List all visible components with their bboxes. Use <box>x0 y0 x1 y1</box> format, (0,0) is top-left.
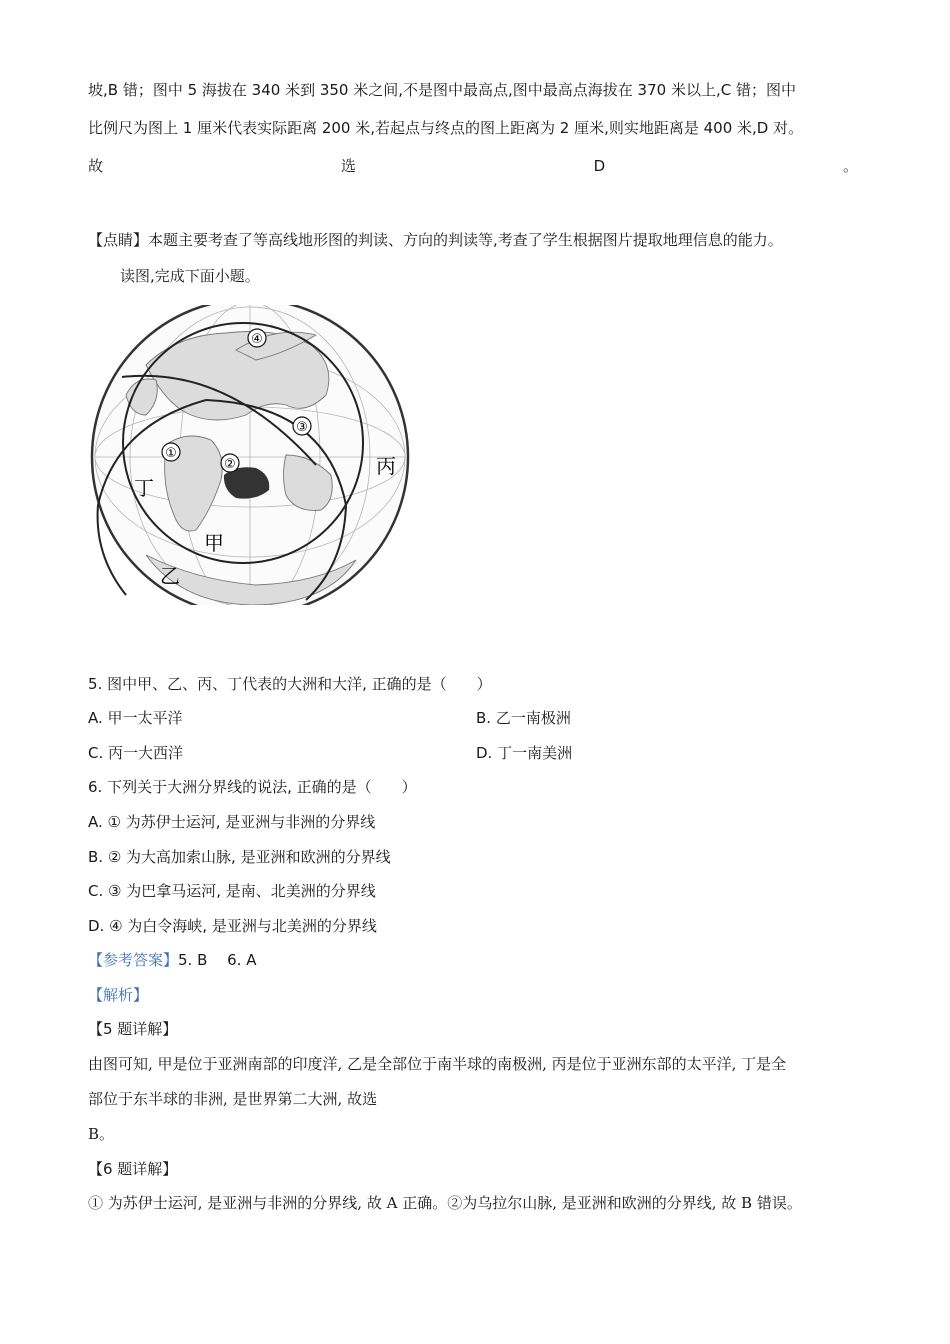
svg-text:②: ② <box>224 457 236 472</box>
line3-char-1: 故 <box>88 157 104 175</box>
q6-option-b: B. ② 为大高加索山脉, 是亚洲和欧洲的分界线 <box>88 848 391 866</box>
q5-option-a: A. 甲一太平洋 <box>88 709 183 727</box>
q6-stem: 6. 下列关于大洲分界线的说法, 正确的是（ ） <box>88 778 417 796</box>
label-bing: 丙 <box>376 454 396 478</box>
detail-6-line-1: ① 为苏伊士运河, 是亚洲与非洲的分界线, 故 A 正确。②为乌拉尔山脉, 是亚洲和欧洲的分界线, 故 B 错误。 <box>88 1194 802 1212</box>
label-jia: 甲 <box>204 531 224 555</box>
svg-text:④: ④ <box>251 332 263 347</box>
text-line-2: 比例尺为图上 1 厘米代表实际距离 200 米,若起点与终点的图上距离为 2 厘米,则实地距离是 400 米,D 对。 <box>88 119 804 137</box>
dianjing-note: 【点睛】本题主要考查了等高线地形图的判读、方向的判读等,考查了学生根据图片提取地理信息的能力。 <box>88 231 783 249</box>
text-line-1: 坡,B 错；图中 5 海拔在 340 米到 350 米之间,不是图中最高点,图中最高点海拔在 370 米以上,C 错；图中 <box>88 81 796 99</box>
answer-text: 5. B 6. A <box>178 951 257 969</box>
q5-stem: 5. 图中甲、乙、丙、丁代表的大洲和大洋, 正确的是（ ） <box>88 675 492 693</box>
q6-option-d: D. ④ 为白令海峡, 是亚洲与北美洲的分界线 <box>88 917 377 935</box>
marker-4 <box>248 329 266 347</box>
detail-5-line-1: 由图可知, 甲是位于亚洲南部的印度洋, 乙是全部位于南半球的南极洲, 丙是位于亚洲东部的太平洋, 丁是全 <box>88 1055 787 1073</box>
text-line-3 <box>88 156 858 176</box>
answer-label: 【参考答案】 <box>88 951 179 969</box>
svg-text:③: ③ <box>296 420 308 435</box>
line3-char-4: 。 <box>842 157 858 175</box>
svg-text:①: ① <box>165 446 177 461</box>
line3-char-3: D <box>593 157 606 175</box>
label-yi: 乙 <box>160 564 180 588</box>
q5-option-b: B. 乙一南极洲 <box>476 709 571 727</box>
marker-2 <box>221 454 239 472</box>
q5-option-d: D. 丁一南美洲 <box>476 744 573 762</box>
detail-6-title: 【6 题详解】 <box>88 1160 178 1178</box>
analysis-label: 【解析】 <box>88 986 149 1004</box>
q6-option-a: A. ① 为苏伊士运河, 是亚洲与非洲的分界线 <box>88 813 376 831</box>
detail-5-title: 【5 题详解】 <box>88 1020 178 1038</box>
line3-char-2: 选 <box>340 157 356 175</box>
instruction-text: 读图,完成下面小题。 <box>120 267 260 285</box>
label-ding: 丁 <box>134 476 154 500</box>
world-map-figure <box>86 305 416 605</box>
detail-5-line-2: 部位于东半球的非洲, 是世界第二大洲, 故选 <box>88 1090 378 1108</box>
detail-5-line-3: B。 <box>88 1125 115 1143</box>
marker-3 <box>293 417 311 435</box>
marker-1 <box>162 443 180 461</box>
q5-option-c: C. 丙一大西洋 <box>88 744 184 762</box>
q6-option-c: C. ③ 为巴拿马运河, 是南、北美洲的分界线 <box>88 882 376 900</box>
answer-line <box>88 950 257 970</box>
